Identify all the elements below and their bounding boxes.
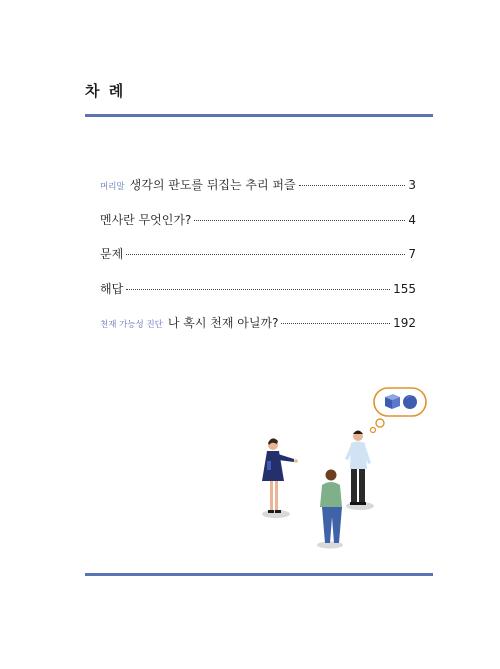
contents-title: 차 례 [85, 82, 126, 100]
dot-leader [126, 289, 390, 290]
toc-page-number: 192 [393, 316, 416, 330]
cube-icon [385, 394, 400, 409]
thought-bubble [371, 388, 427, 433]
toc-tag: 머리말 [100, 182, 125, 192]
toc-page-number: 155 [393, 281, 416, 296]
man-figure-right [345, 431, 374, 511]
toc-page-number: 4 [408, 212, 416, 227]
dot-leader [126, 254, 405, 255]
table-of-contents [100, 176, 416, 349]
dot-leader [299, 185, 406, 186]
dot-leader [194, 220, 405, 221]
toc-entry[interactable] [100, 280, 416, 315]
toc-title: 문제 [100, 247, 124, 261]
bottom-divider [85, 573, 433, 576]
toc-title: 생각의 판도를 뒤집는 추리 퍼즐 [129, 178, 296, 192]
woman-figure-center [317, 470, 343, 549]
toc-title: 멘사란 무엇인가? [100, 212, 192, 227]
dot-leader [281, 323, 390, 324]
toc-title: 나 혹시 천재 아닐까? [167, 316, 279, 330]
toc-entry[interactable] [100, 314, 416, 349]
sphere-icon [403, 395, 417, 409]
toc-page-number: 3 [408, 178, 416, 192]
toc-entry[interactable] [100, 211, 416, 246]
toc-page-number: 7 [408, 247, 416, 261]
toc-title: 해답 [100, 281, 124, 296]
woman-figure-left [262, 438, 298, 518]
top-divider [85, 114, 433, 117]
toc-entry[interactable] [100, 176, 416, 211]
toc-tag: 천재 가능성 진단 [100, 320, 163, 330]
toc-entry[interactable] [100, 245, 416, 280]
people-talking-illustration [250, 385, 440, 550]
